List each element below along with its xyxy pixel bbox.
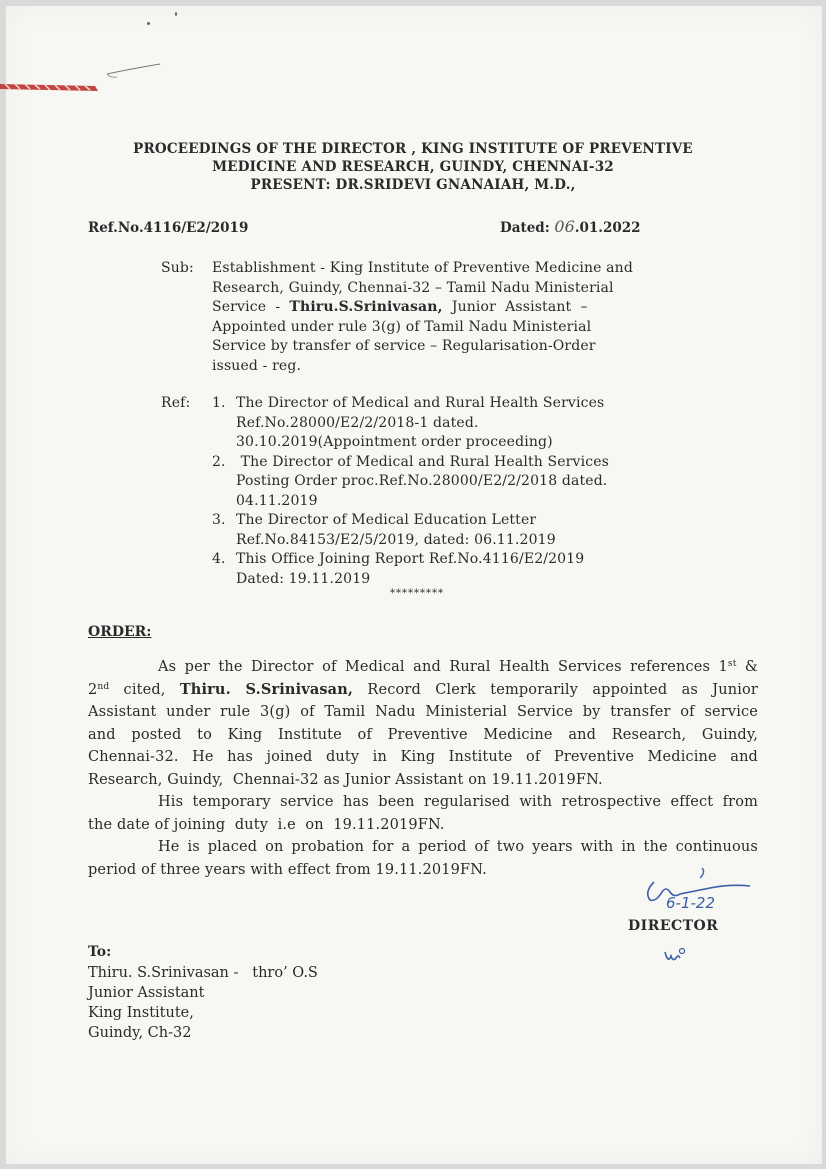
order-employee-name: Thiru. S.Srinivasan, <box>179 680 354 698</box>
dated-field <box>500 217 641 236</box>
references-label: Ref: <box>161 395 191 411</box>
reference-item <box>212 511 672 550</box>
reference-line: The Director of Medical and Rural Health Services <box>236 453 609 470</box>
order-heading: ORDER: <box>88 624 152 640</box>
reference-line: Ref.No.84153/E2/5/2019, dated: 06.11.2019 <box>236 531 556 548</box>
reference-item <box>212 394 672 453</box>
reference-line: 04.11.2019 <box>236 492 318 509</box>
handwritten-initial-mark <box>662 946 686 968</box>
order-text-fragment: & <box>736 659 758 675</box>
subject-text-fragment: Service - <box>212 299 290 315</box>
order-line: Research, Guindy, Chennai-32 as Junior Assistant on 19.11.2019FN. <box>88 771 603 788</box>
signature-date: 6-1-22 <box>666 894 715 912</box>
reference-number: 4. <box>212 551 226 567</box>
director-signature <box>640 862 760 912</box>
reference-line: This Office Joining Report Ref.No.4116/E2/2019 <box>236 551 585 567</box>
heading-line-3: PRESENT: DR.SRIDEVI GNANAIAH, M.D., <box>250 177 576 193</box>
separator-stars: ********* <box>390 588 444 599</box>
order-line <box>88 679 758 702</box>
reference-line: The Director of Medical Education Letter <box>236 512 537 528</box>
reference-line: Ref.No.28000/E2/2/2018-1 dated. <box>236 414 479 431</box>
pen-scratch-mark <box>105 60 165 80</box>
subject-line: Establishment - King Institute of Preventive Medicine and <box>212 260 633 276</box>
reference-line: 30.10.2019(Appointment order proceeding) <box>236 434 553 450</box>
references-list <box>212 394 672 589</box>
heading-line-2: MEDICINE AND RESEARCH, GUINDY, CHENNAI-32 <box>212 159 614 175</box>
scan-speck <box>175 12 177 16</box>
reference-number: 1. <box>212 395 226 411</box>
ordinal-suffix: nd <box>97 681 110 692</box>
proceedings-heading <box>0 140 826 194</box>
binder-mark-stripe <box>0 78 100 94</box>
dated-day-handwritten: 06 <box>554 217 575 236</box>
address-line: Guindy, Ch-32 <box>88 1025 192 1041</box>
order-line: period of three years with effect from 19.11.2019FN. <box>88 861 487 878</box>
director-title: DIRECTOR <box>628 918 719 934</box>
address-line: Thiru. S.Srinivasan - thro’ O.S <box>88 965 318 981</box>
order-text-fragment: cited, <box>109 681 180 698</box>
ordinal-suffix: st <box>727 659 737 669</box>
reference-line: The Director of Medical and Rural Health Services <box>236 395 605 411</box>
order-line: His temporary service has been regularised with retrospective effect from <box>158 794 758 810</box>
order-line: Assistant under rule 3(g) of Tamil Nadu Ministerial Service by transfer of service <box>88 704 758 720</box>
order-body <box>88 656 758 881</box>
order-text-fragment: 2 <box>88 681 98 698</box>
recipient-label: To: <box>88 944 112 960</box>
order-line: Chennai-32. He has joined duty in King Institute of Preventive Medicine and <box>88 749 758 765</box>
subject-text-fragment: Junior Assistant – <box>442 299 588 315</box>
subject-line: Service by transfer of service – Regularisation-Order <box>212 338 596 354</box>
reference-line: Dated: 19.11.2019 <box>236 570 371 587</box>
order-line: and posted to King Institute of Preventive Medicine and Research, Guindy, <box>88 726 758 743</box>
subject-employee-name: Thiru.S.Srinivasan, <box>289 299 443 315</box>
reference-number: Ref.No.4116/E2/2019 <box>88 220 249 236</box>
order-line: He is placed on probation for a period of two years with in the continuous <box>158 839 758 855</box>
subject-text <box>212 259 682 376</box>
order-line <box>88 656 758 679</box>
reference-item <box>212 453 672 512</box>
subject-line: issued - reg. <box>212 357 302 374</box>
scan-speck <box>147 22 150 25</box>
subject-line <box>212 298 682 318</box>
recipient-address <box>88 963 318 1043</box>
subject-line: Appointed under rule 3(g) of Tamil Nadu Ministerial <box>212 318 592 335</box>
dated-month-year: .01.2022 <box>574 220 641 236</box>
order-line: the date of joining duty i.e on 19.11.2019FN. <box>88 816 445 833</box>
dated-label: Dated: <box>500 220 550 236</box>
order-text-fragment: As per the Director of Medical and Rural Health Services references 1 <box>158 659 728 675</box>
subject-label: Sub: <box>161 260 194 276</box>
reference-number: 2. <box>212 453 226 470</box>
subject-line: Research, Guindy, Chennai-32 – Tamil Nadu Ministerial <box>212 279 614 296</box>
order-text-fragment: Record Clerk temporarily appointed as Junior <box>353 681 758 698</box>
reference-line: Posting Order proc.Ref.No.28000/E2/2/2018 dated. <box>236 473 608 489</box>
address-line: King Institute, <box>88 1005 194 1021</box>
heading-line-1: PROCEEDINGS OF THE DIRECTOR , KING INSTITUTE OF PREVENTIVE <box>133 141 693 157</box>
reference-item <box>212 550 672 589</box>
address-line: Junior Assistant <box>88 985 205 1001</box>
reference-number: 3. <box>212 512 226 528</box>
